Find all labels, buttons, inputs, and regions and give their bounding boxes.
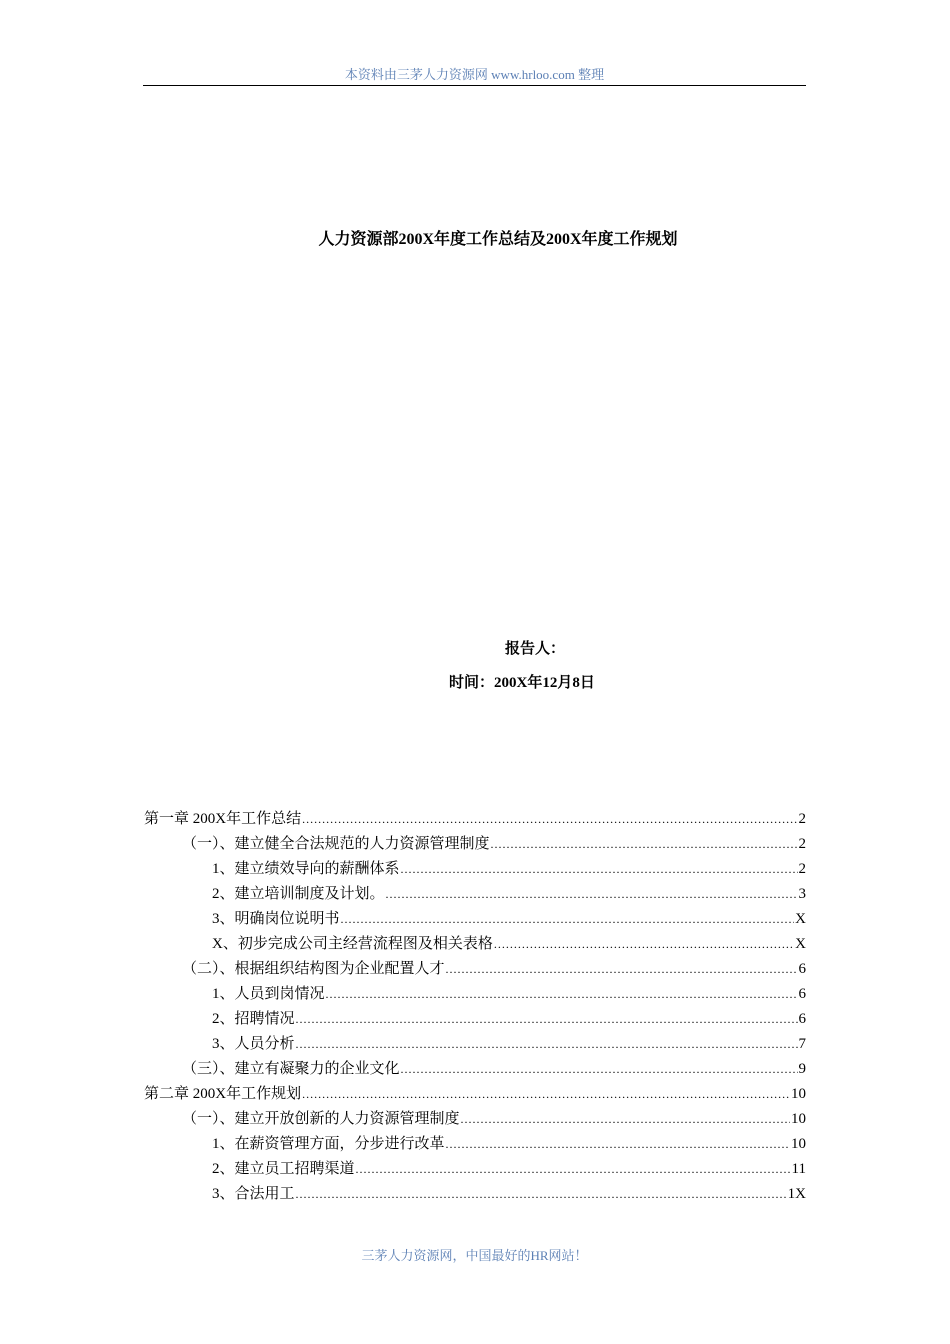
toc-entry[interactable] <box>144 808 806 833</box>
toc-dot-leader <box>356 1158 791 1180</box>
toc-page-number: 10 <box>791 1136 806 1152</box>
toc-entry-title: 2、建立员工招聘渠道 <box>212 1161 355 1177</box>
report-date: 时间：200X年12月8日 <box>449 675 595 691</box>
page-footer: 三茅人力资源网，中国最好的HR网站！ <box>361 1248 588 1263</box>
toc-entry[interactable] <box>144 1083 806 1108</box>
toc-page-number: 10 <box>791 1111 806 1127</box>
toc-dot-leader <box>446 1133 790 1155</box>
toc-page-number: 7 <box>798 1036 806 1052</box>
toc-entry[interactable] <box>144 983 806 1008</box>
toc-page-number: 11 <box>791 1161 806 1177</box>
toc-entry[interactable] <box>144 1133 806 1158</box>
toc-page-number: 6 <box>798 961 806 977</box>
toc-page-number: 10 <box>791 1086 806 1102</box>
toc-entry[interactable] <box>144 1158 806 1183</box>
table-of-contents <box>144 808 806 1208</box>
toc-entry[interactable] <box>144 933 806 958</box>
toc-page-number: 2 <box>798 836 806 852</box>
toc-entry[interactable] <box>144 1183 806 1208</box>
toc-page-number: 2 <box>798 861 806 877</box>
toc-entry[interactable] <box>144 833 806 858</box>
toc-entry[interactable] <box>144 1058 806 1083</box>
toc-page-number: 2 <box>798 811 806 827</box>
toc-entry-title: 第一章 200X年工作总结 <box>144 811 302 827</box>
toc-page-number: 3 <box>798 886 806 902</box>
toc-entry-title: 1、在薪资管理方面，分步进行改革 <box>212 1136 445 1152</box>
toc-dot-leader <box>296 1033 798 1055</box>
toc-dot-leader <box>296 1008 798 1030</box>
toc-page-number: 6 <box>798 986 806 1002</box>
toc-entry[interactable] <box>144 883 806 908</box>
page-header: 本资料由三茅人力资源网 www.hrloo.com 整理 <box>344 67 605 82</box>
toc-entry-title: X、初步完成公司主经营流程图及相关表格 <box>212 936 493 952</box>
toc-entry-title: 3、合法用工 <box>212 1186 295 1202</box>
toc-page-number: 6 <box>798 1011 806 1027</box>
toc-entry-title: 2、招聘情况 <box>212 1011 295 1027</box>
toc-entry[interactable] <box>144 958 806 983</box>
toc-dot-leader <box>341 908 795 930</box>
toc-entry-title: （三）、建立有凝聚力的企业文化 <box>182 1061 400 1077</box>
toc-entry-title: （一）、建立开放创新的人力资源管理制度 <box>182 1111 460 1127</box>
toc-entry-title: 2、建立培训制度及计划。 <box>212 886 385 902</box>
toc-dot-leader <box>491 833 798 855</box>
toc-dot-leader <box>401 1058 798 1080</box>
toc-dot-leader <box>401 858 798 880</box>
toc-dot-leader <box>461 1108 790 1130</box>
toc-entry[interactable] <box>144 1108 806 1133</box>
toc-entry-title: （一）、建立健全合法规范的人力资源管理制度 <box>182 836 490 852</box>
reporter-label: 报告人： <box>505 641 566 657</box>
toc-entry[interactable] <box>144 1008 806 1033</box>
toc-entry-title: 第二章 200X年工作规划 <box>144 1086 302 1102</box>
toc-dot-leader <box>302 808 797 830</box>
toc-entry[interactable] <box>144 1033 806 1058</box>
toc-dot-leader <box>302 1083 790 1105</box>
toc-page-number: 1X <box>787 1186 806 1202</box>
toc-dot-leader <box>296 1183 787 1205</box>
toc-entry-title: 3、明确岗位说明书 <box>212 911 340 927</box>
toc-dot-leader <box>386 883 798 905</box>
toc-entry-title: 1、建立绩效导向的薪酬体系 <box>212 861 400 877</box>
toc-page-number: X <box>795 936 806 952</box>
toc-entry[interactable] <box>144 858 806 883</box>
toc-entry-title: 1、人员到岗情况 <box>212 986 325 1002</box>
toc-page-number: 9 <box>798 1061 806 1077</box>
header-divider <box>143 85 806 86</box>
toc-dot-leader <box>326 983 798 1005</box>
toc-entry-title: （二）、根据组织结构图为企业配置人才 <box>182 961 445 977</box>
toc-dot-leader <box>494 933 794 955</box>
toc-dot-leader <box>446 958 798 980</box>
toc-entry-title: 3、人员分析 <box>212 1036 295 1052</box>
toc-entry[interactable] <box>144 908 806 933</box>
document-title: 人力资源部200X年度工作总结及200X年度工作规划 <box>318 231 678 248</box>
toc-page-number: X <box>795 911 806 927</box>
